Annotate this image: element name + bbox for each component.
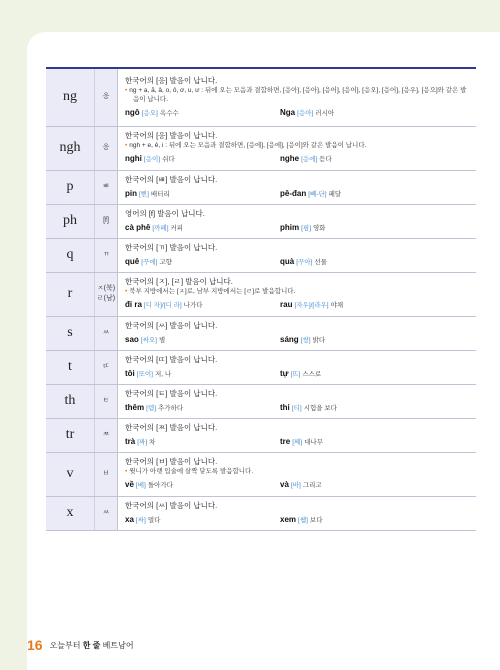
korean-sound-cell (95, 452, 118, 496)
example-pronunciation: [바] (290, 482, 301, 489)
korean-sound-cell (95, 418, 118, 452)
example-pronunciation: [짜] (137, 438, 148, 446)
example-meaning: 밝다 (312, 336, 326, 344)
korean-sound-cell (95, 316, 118, 350)
example (280, 436, 435, 448)
example-pronunciation: [응이] (143, 156, 161, 163)
example-word: quà (280, 256, 295, 266)
examples (125, 256, 469, 268)
examples (125, 153, 469, 165)
example-meaning: 별 (158, 336, 166, 344)
table-row (46, 238, 476, 272)
example-meaning: 저, 나 (154, 370, 172, 378)
example-meaning: 페달 (328, 190, 342, 198)
description-cell (118, 496, 477, 530)
example-meaning: 영화 (313, 224, 326, 232)
korean-sound-cell (95, 238, 118, 272)
example-meaning: 보다 (309, 516, 323, 524)
description-text: 한국어의 [ㄸ] 발음이 납니다. (125, 354, 218, 364)
example-pronunciation: [쩨] (292, 438, 303, 446)
example-pronunciation: [뻬-단] (308, 190, 327, 198)
table-row (46, 350, 476, 384)
example-word: ngô (125, 107, 140, 117)
example (280, 514, 435, 526)
letter-cell: ng (46, 68, 95, 126)
example-word: tôi (125, 368, 135, 378)
example-meaning: 시험을 보다 (303, 404, 337, 412)
book-title (50, 640, 134, 651)
korean-sound: ㄸ (102, 363, 110, 370)
examples (125, 368, 469, 380)
example (125, 402, 280, 414)
example-meaning: 추가하다 (158, 404, 184, 412)
example-word: xa (125, 514, 134, 524)
letter-cell: r (46, 272, 95, 316)
example-pronunciation: [꾸에] (141, 258, 158, 266)
example (280, 222, 435, 234)
example (125, 334, 280, 346)
letter-cell: th (46, 384, 95, 418)
note-text: ngh + e, ê, i : 뒤에 오는 모음과 결합하면, [응에], [응에], [응이]와 같은 발음이 납니다. (129, 142, 367, 149)
example-word: trà (125, 436, 136, 446)
table-row (46, 496, 476, 530)
examples (125, 299, 469, 311)
example-word: pê-đan (280, 188, 307, 198)
letter-cell: x (46, 496, 95, 530)
description-cell (118, 316, 477, 350)
bullet-icon: • (125, 288, 128, 295)
example (280, 188, 435, 200)
description-text: 한국어의 [ㅂ] 발음이 납니다. (125, 457, 218, 466)
description-text: 한국어의 [응] 발음이 납니다. (125, 75, 218, 85)
example (280, 299, 435, 311)
example-pronunciation: [까페] (152, 224, 169, 232)
example-pronunciation: [응에] (301, 156, 318, 163)
letter-cell: v (46, 452, 95, 496)
description-cell (118, 238, 477, 272)
letter-cell: t (46, 350, 95, 384)
table-row (46, 68, 476, 126)
korean-sound-cell (95, 204, 118, 238)
description-cell (118, 384, 477, 418)
example-pronunciation: [꾸아] (296, 258, 313, 266)
example-word: nghe (280, 154, 300, 163)
description-text: 영어의 [f] 발음이 납니다. (125, 208, 205, 218)
example (125, 299, 280, 311)
example (280, 153, 435, 165)
example-word: sao (125, 334, 139, 344)
example-word: rau (280, 300, 293, 309)
note (125, 287, 469, 296)
example-word: cà phê (125, 222, 151, 232)
example-pronunciation: [핌] (301, 224, 312, 232)
korean-sound: ㅃ (102, 183, 110, 190)
korean-sound: ㅉ (102, 431, 110, 438)
example (125, 368, 280, 380)
bullet-icon: • (125, 468, 128, 475)
example-word: phim (280, 222, 300, 232)
note (125, 141, 469, 150)
korean-sound-cell (95, 170, 118, 204)
example-word: tự (280, 368, 289, 378)
example-meaning: 배터리 (150, 190, 170, 198)
korean-sound: 응 (102, 144, 110, 151)
example (280, 368, 435, 380)
korean-sound: ㅈ(북) (96, 285, 116, 292)
bullet-icon: • (125, 86, 128, 94)
example-meaning: 스스로 (302, 370, 322, 378)
example-pronunciation: [디 자]/[디 라] (143, 302, 182, 309)
example-pronunciation: [템] (146, 404, 157, 412)
description-cell (118, 272, 477, 316)
korean-sound: ㅂ (102, 470, 110, 477)
description-text: 한국어의 [ㄲ] 발음이 납니다. (125, 242, 218, 252)
korean-sound-cell (95, 126, 118, 170)
korean-sound: [f] (103, 217, 109, 224)
description-text: 한국어의 [ㅆ] 발음이 납니다. (125, 500, 218, 510)
example-meaning: 차 (149, 438, 156, 446)
description-cell (118, 170, 477, 204)
note (125, 86, 469, 104)
example-word: đi ra (125, 300, 142, 309)
example (125, 514, 280, 526)
example-pronunciation: [자우]/[라우] (294, 302, 329, 309)
example-pronunciation: [쌤] (298, 516, 308, 524)
example-word: quê (125, 256, 140, 266)
example-pronunciation: [싸] (135, 516, 146, 524)
examples (125, 402, 469, 414)
description-text: 한국어의 [응] 발음이 납니다. (125, 131, 218, 140)
book-title-prefix: 오늘부터 (49, 640, 83, 650)
example (280, 107, 435, 119)
example (125, 107, 280, 119)
example-pronunciation: [삔] (139, 190, 149, 198)
example-word: thêm (125, 402, 145, 412)
example (280, 256, 435, 268)
table-row (46, 316, 476, 350)
korean-sound-cell (95, 384, 118, 418)
table-row (46, 204, 476, 238)
description-cell (118, 126, 477, 170)
example-meaning: 선물 (314, 258, 327, 266)
table-row (46, 384, 476, 418)
korean-sound: 응 (102, 93, 110, 101)
description-text: 한국어의 [ㅉ] 발음이 납니다. (125, 422, 218, 432)
example-word: về (125, 480, 134, 489)
korean-sound: ㄹ(남) (96, 295, 116, 302)
pronunciation-table (46, 67, 476, 531)
example-meaning: 커피 (170, 224, 184, 232)
note-text: 북부 지방에서는 [ㅈ]로, 남부 지방에서는 [ㄹ]로 발음합니다. (129, 288, 296, 295)
examples (125, 107, 469, 119)
example (125, 256, 280, 268)
korean-sound: ㅌ (102, 397, 110, 404)
table-row (46, 272, 476, 316)
korean-sound-cell (95, 496, 118, 530)
korean-sound: ㅆ (102, 329, 110, 336)
table-row (46, 126, 476, 170)
example-meaning: 듣다 (319, 156, 332, 163)
description-cell (118, 204, 477, 238)
example-meaning: 고향 (159, 258, 172, 266)
letter-cell: s (46, 316, 95, 350)
korean-sound: ㄲ (102, 251, 110, 258)
example-word: nghỉ (125, 154, 142, 163)
letter-cell: q (46, 238, 95, 272)
example-pronunciation: [응아] (297, 109, 314, 117)
example (125, 436, 280, 448)
page-sheet (27, 32, 500, 670)
example-meaning: 그리고 (302, 482, 322, 489)
example-meaning: 쉬다 (162, 156, 175, 163)
example-word: và (280, 480, 289, 489)
table-row (46, 418, 476, 452)
letter-cell: tr (46, 418, 95, 452)
table-row (46, 170, 476, 204)
example-word: thi (280, 402, 290, 412)
example-word: pin (125, 188, 137, 198)
example (125, 188, 280, 200)
example-word: sáng (280, 334, 299, 344)
example-pronunciation: [응오] (141, 109, 158, 117)
example-pronunciation: [베] (135, 482, 146, 489)
example-meaning: 대나무 (304, 438, 323, 446)
book-title-bold: 한 줄 (82, 640, 101, 650)
description-text: 한국어의 [ㅃ] 발음이 납니다. (125, 174, 218, 184)
page-number: 16 (27, 637, 43, 653)
letter-cell: p (46, 170, 95, 204)
example-pronunciation: [뜨] (290, 370, 301, 378)
note (125, 467, 469, 476)
korean-sound: ㅆ (102, 509, 110, 516)
example-meaning: 돌아가다 (147, 482, 173, 489)
letter-cell: ph (46, 204, 95, 238)
example (280, 479, 435, 491)
example-word: Nga (280, 107, 296, 117)
description-cell (118, 452, 477, 496)
example (125, 153, 280, 165)
description-cell (118, 68, 477, 126)
examples (125, 222, 469, 234)
book-title-suffix: 베트남어 (100, 640, 134, 650)
table-row (46, 452, 476, 496)
description-text: 한국어의 [ㅈ], [ㄹ] 발음이 납니다. (125, 277, 233, 286)
example-meaning: 멀다 (147, 516, 161, 524)
letter-cell: ngh (46, 126, 95, 170)
example-meaning: 나가다 (183, 302, 203, 309)
note-text: ng + a, ă, â, o, ô, ơ, u, ư : 뒤에 오는 모음과 결합하면, [응아], [응아], [응어], [응어], [응오], [응어], [응우], [응으]와 같은 발음이 납니다. (129, 86, 467, 103)
description-cell (118, 418, 477, 452)
korean-sound-cell (95, 350, 118, 384)
examples (125, 514, 469, 526)
description-text: 한국어의 [ㅆ] 발음이 납니다. (125, 320, 218, 330)
note-text: 윗니가 아랫 입술에 살짝 닿도록 발음합니다. (129, 468, 254, 475)
description-text: 한국어의 [ㅌ] 발음이 납니다. (125, 388, 218, 398)
example-meaning: 옥수수 (159, 109, 179, 117)
example (280, 334, 435, 346)
examples (125, 436, 469, 448)
examples (125, 334, 469, 346)
example (125, 479, 280, 491)
example-word: tre (280, 436, 291, 446)
page-footer (27, 637, 134, 653)
korean-sound-cell (95, 272, 118, 316)
example-word: xem (280, 514, 297, 524)
examples (125, 479, 469, 491)
korean-sound-cell (95, 68, 118, 126)
description-cell (118, 350, 477, 384)
example (125, 222, 280, 234)
example-meaning: 야채 (330, 302, 344, 309)
example-pronunciation: [티] (291, 404, 302, 412)
example-pronunciation: [싸오] (140, 336, 157, 344)
bullet-icon: • (125, 142, 128, 149)
example (280, 402, 435, 414)
example-meaning: 러시아 (315, 109, 335, 117)
examples (125, 188, 469, 200)
example-pronunciation: [또이] (136, 370, 153, 378)
example-pronunciation: [쌍] (300, 336, 311, 344)
